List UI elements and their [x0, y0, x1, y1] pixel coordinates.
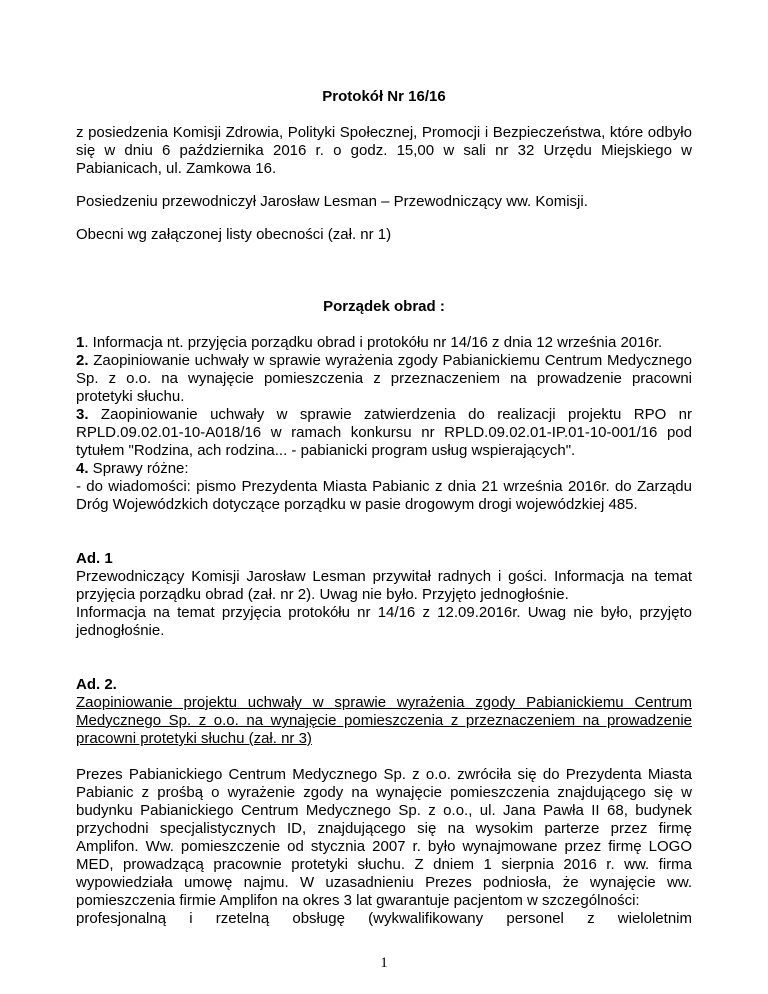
- page-number: 1: [380, 955, 388, 971]
- intro-paragraph: z posiedzenia Komisji Zdrowia, Polityki Społecznej, Promocji i Bezpieczeństwa, które odbyło się w dniu 6 października 2016 r. o godz. 15,00 w sali nr 32 Urzędu Miejskiego w Pabianicach, ul. Zamkowa 16.: [76, 124, 692, 177]
- ad2-body: Prezes Pabianickiego Centrum Medycznego Sp. z o.o. zwróciła się do Prezydenta Miasta Pabianic z prośbą o wyrażenie zgody na wynajęcie pomieszczenia znajdującego się w budynku Pabianickiego Centrum Medycznego Sp. z o.o., ul. Jana Pawła II 68, budynek przychodni specjalistycznych ID, znajdującego się na wysokim parterze przez firmę Amplifon. Ww. pomieszczenie od stycznia 2007 r. było wynajmowane przez firmę LOGO MED, prowadzącą pracownie protetyki słuchu. Z dniem 1 sierpnia 2016 r. ww. firma wypowiedziała umowę najmu. W uzasadnieniu Prezes podniosła, że wynajęcie ww. pomieszczenia firmie Amplifon na okres 3 lat gwarantuje pacjentom w szczególności:: [76, 766, 692, 909]
- agenda-list: [76, 334, 692, 514]
- ad2-subject: Zaopiniowanie projektu uchwały w sprawie wyrażenia zgody Pabianickiemu Centrum Medycznego Sp. z o.o. na wynajęcie pomieszczenia z przeznaczeniem na prowadzenie pracowni protetyki słuchu (zał. nr 3): [76, 694, 692, 747]
- agenda-item-number: 4.: [76, 460, 89, 477]
- attendance-paragraph: Obecni wg załączonej listy obecności (zał. nr 1): [76, 226, 392, 243]
- chair-paragraph: Posiedzeniu przewodniczył Jarosław Lesman – Przewodniczący ww. Komisji.: [76, 193, 588, 210]
- agenda-subitem: - do wiadomości: pismo Prezydenta Miasta Pabianic z dnia 21 września 2016r. do Zarządu Dróg Wojewódzkich dotyczące porządku w pasie drogowym drogi wojewódzkiej 485.: [76, 478, 692, 513]
- ad1-heading: Ad. 1: [76, 550, 113, 567]
- agenda-item-number: 1: [76, 334, 85, 351]
- agenda-item-text: Sprawy różne:: [88, 460, 189, 477]
- ad2-body-last-line: profesjonalną i rzetelną obsługę (wykwalifikowany personel z wieloletnim: [76, 910, 692, 927]
- agenda-item-text: . Informacja nt. przyjęcia porządku obrad i protokółu nr 14/16 z dnia 12 września 2016r.: [84, 334, 663, 351]
- agenda-item: [76, 352, 692, 406]
- ad1-paragraph-1: Przewodniczący Komisji Jarosław Lesman przywitał radnych i gości. Informacja na temat przyjęcia porządku obrad (zał. nr 2). Uwag nie było. Przyjęto jednogłośnie.: [76, 568, 692, 603]
- ad1-paragraph-2: Informacja na temat przyjęcia protokółu nr 14/16 z 12.09.2016r. Uwag nie było, przyjęto jednogłośnie.: [76, 604, 692, 639]
- agenda-item: [76, 334, 692, 352]
- agenda-item-number: 2.: [76, 352, 89, 369]
- document-page: [76, 88, 692, 928]
- agenda-title: Porządek obrad :: [323, 298, 445, 315]
- ad2-heading: Ad. 2.: [76, 676, 117, 693]
- agenda-item: [76, 406, 692, 460]
- agenda-item-text: Zaopiniowanie uchwały w sprawie zatwierdzenia do realizacji projektu RPO nr RPLD.09.02.01-10-A018/16 w ramach konkursu nr RPLD.09.02.01-IP.01-10-001/16 pod tytułem "Rodzina, ach rodzina... - pabianicki program usług wspierających".: [76, 406, 692, 459]
- agenda-item-number: 3.: [76, 406, 89, 423]
- agenda-item-text: Zaopiniowanie uchwały w sprawie wyrażenia zgody Pabianickiemu Centrum Medycznego Sp. z o.o. na wynajęcie pomieszczenia z przeznaczeniem na prowadzenie pracowni protetyki słuchu.: [76, 352, 692, 405]
- agenda-item: [76, 460, 692, 478]
- protocol-title: Protokół Nr 16/16: [322, 88, 446, 105]
